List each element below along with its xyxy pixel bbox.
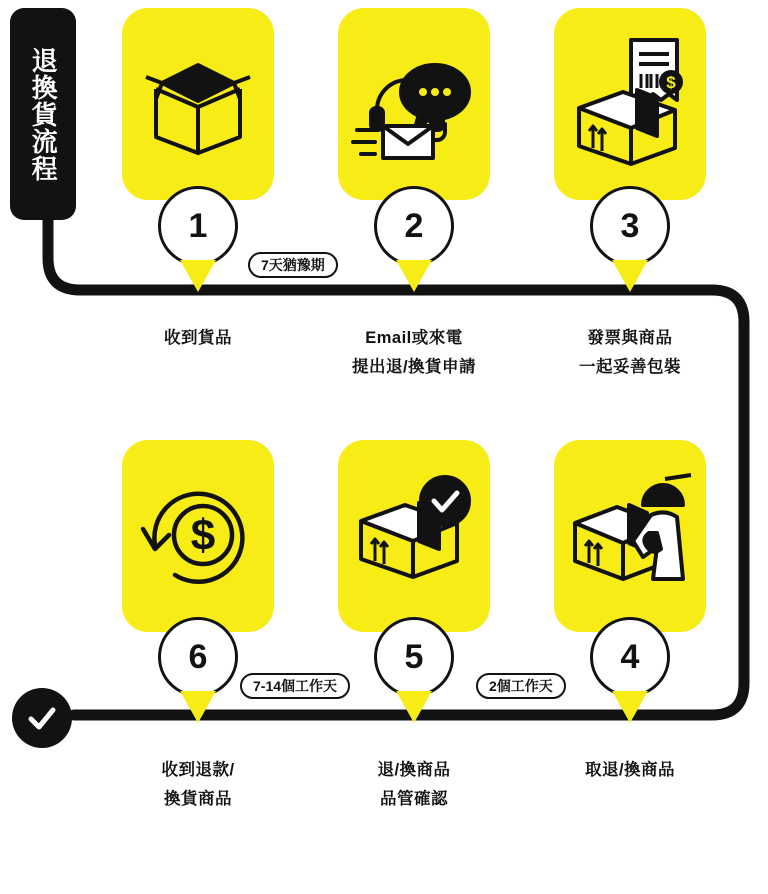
step-label-2-line-1: Email或來電	[365, 329, 463, 347]
pin-tip	[396, 260, 432, 292]
step-tile-3[interactable]	[554, 8, 706, 200]
duration-chip-1: 7天猶豫期	[248, 252, 338, 278]
step-pin-6	[158, 617, 244, 733]
open-box-icon	[138, 49, 258, 159]
duration-chip-2: 2個工作天	[476, 673, 566, 699]
step-label-1	[83, 324, 313, 353]
step-tile-1[interactable]	[122, 8, 274, 200]
step-label-3-line-2: 一起妥善包裝	[579, 357, 681, 376]
duration-chip-3: 7-14個工作天	[240, 673, 350, 699]
box-check-icon	[349, 471, 479, 601]
headset-chat-mail-icon	[349, 44, 479, 164]
step-pin-1	[158, 186, 244, 302]
step-tile-2[interactable]	[338, 8, 490, 200]
step-number-3: 3	[590, 186, 670, 266]
step-label-4	[515, 756, 745, 785]
step-label-6-line-1: 收到退款/	[161, 761, 235, 779]
step-tile-4[interactable]	[554, 440, 706, 632]
check-icon	[25, 701, 59, 735]
pin-tip	[180, 691, 216, 723]
step-label-3-line-1: 發票與商品	[587, 329, 673, 347]
svg-text:$: $	[666, 73, 676, 92]
step-pin-5	[374, 617, 460, 733]
refund-money-icon	[133, 471, 263, 601]
finish-marker	[12, 688, 72, 748]
step-label-4-line-1: 取退/換商品	[584, 761, 676, 779]
step-tile-6[interactable]	[122, 440, 274, 632]
step-label-5	[299, 756, 529, 814]
svg-text:$: $	[190, 511, 216, 560]
step-pin-4	[590, 617, 676, 733]
step-pin-3	[590, 186, 676, 302]
diagram-title-text: 退換貨流程	[28, 46, 59, 182]
step-number-6: 6	[158, 617, 238, 697]
step-number-2: 2	[374, 186, 454, 266]
pin-tip	[180, 260, 216, 292]
step-label-5-line-1: 退/換商品	[377, 761, 451, 779]
step-label-5-line-2: 品管確認	[380, 789, 448, 808]
pin-tip	[612, 691, 648, 723]
pin-tip	[612, 260, 648, 292]
courier-pickup-icon	[565, 471, 695, 601]
step-label-2-line-2: 提出退/換貨申請	[351, 357, 477, 376]
step-number-4: 4	[590, 617, 670, 697]
diagram-title	[10, 8, 76, 220]
invoice-box-icon	[565, 34, 695, 174]
step-tile-5[interactable]	[338, 440, 490, 632]
step-pin-2	[374, 186, 460, 302]
step-label-6-line-2: 換貨商品	[164, 789, 232, 808]
step-number-5: 5	[374, 617, 454, 697]
step-number-1: 1	[158, 186, 238, 266]
step-label-1-line-1: 收到貨品	[164, 329, 232, 347]
step-label-6	[83, 756, 313, 814]
pin-tip	[396, 691, 432, 723]
step-label-3	[515, 324, 745, 382]
step-label-2	[299, 324, 529, 382]
